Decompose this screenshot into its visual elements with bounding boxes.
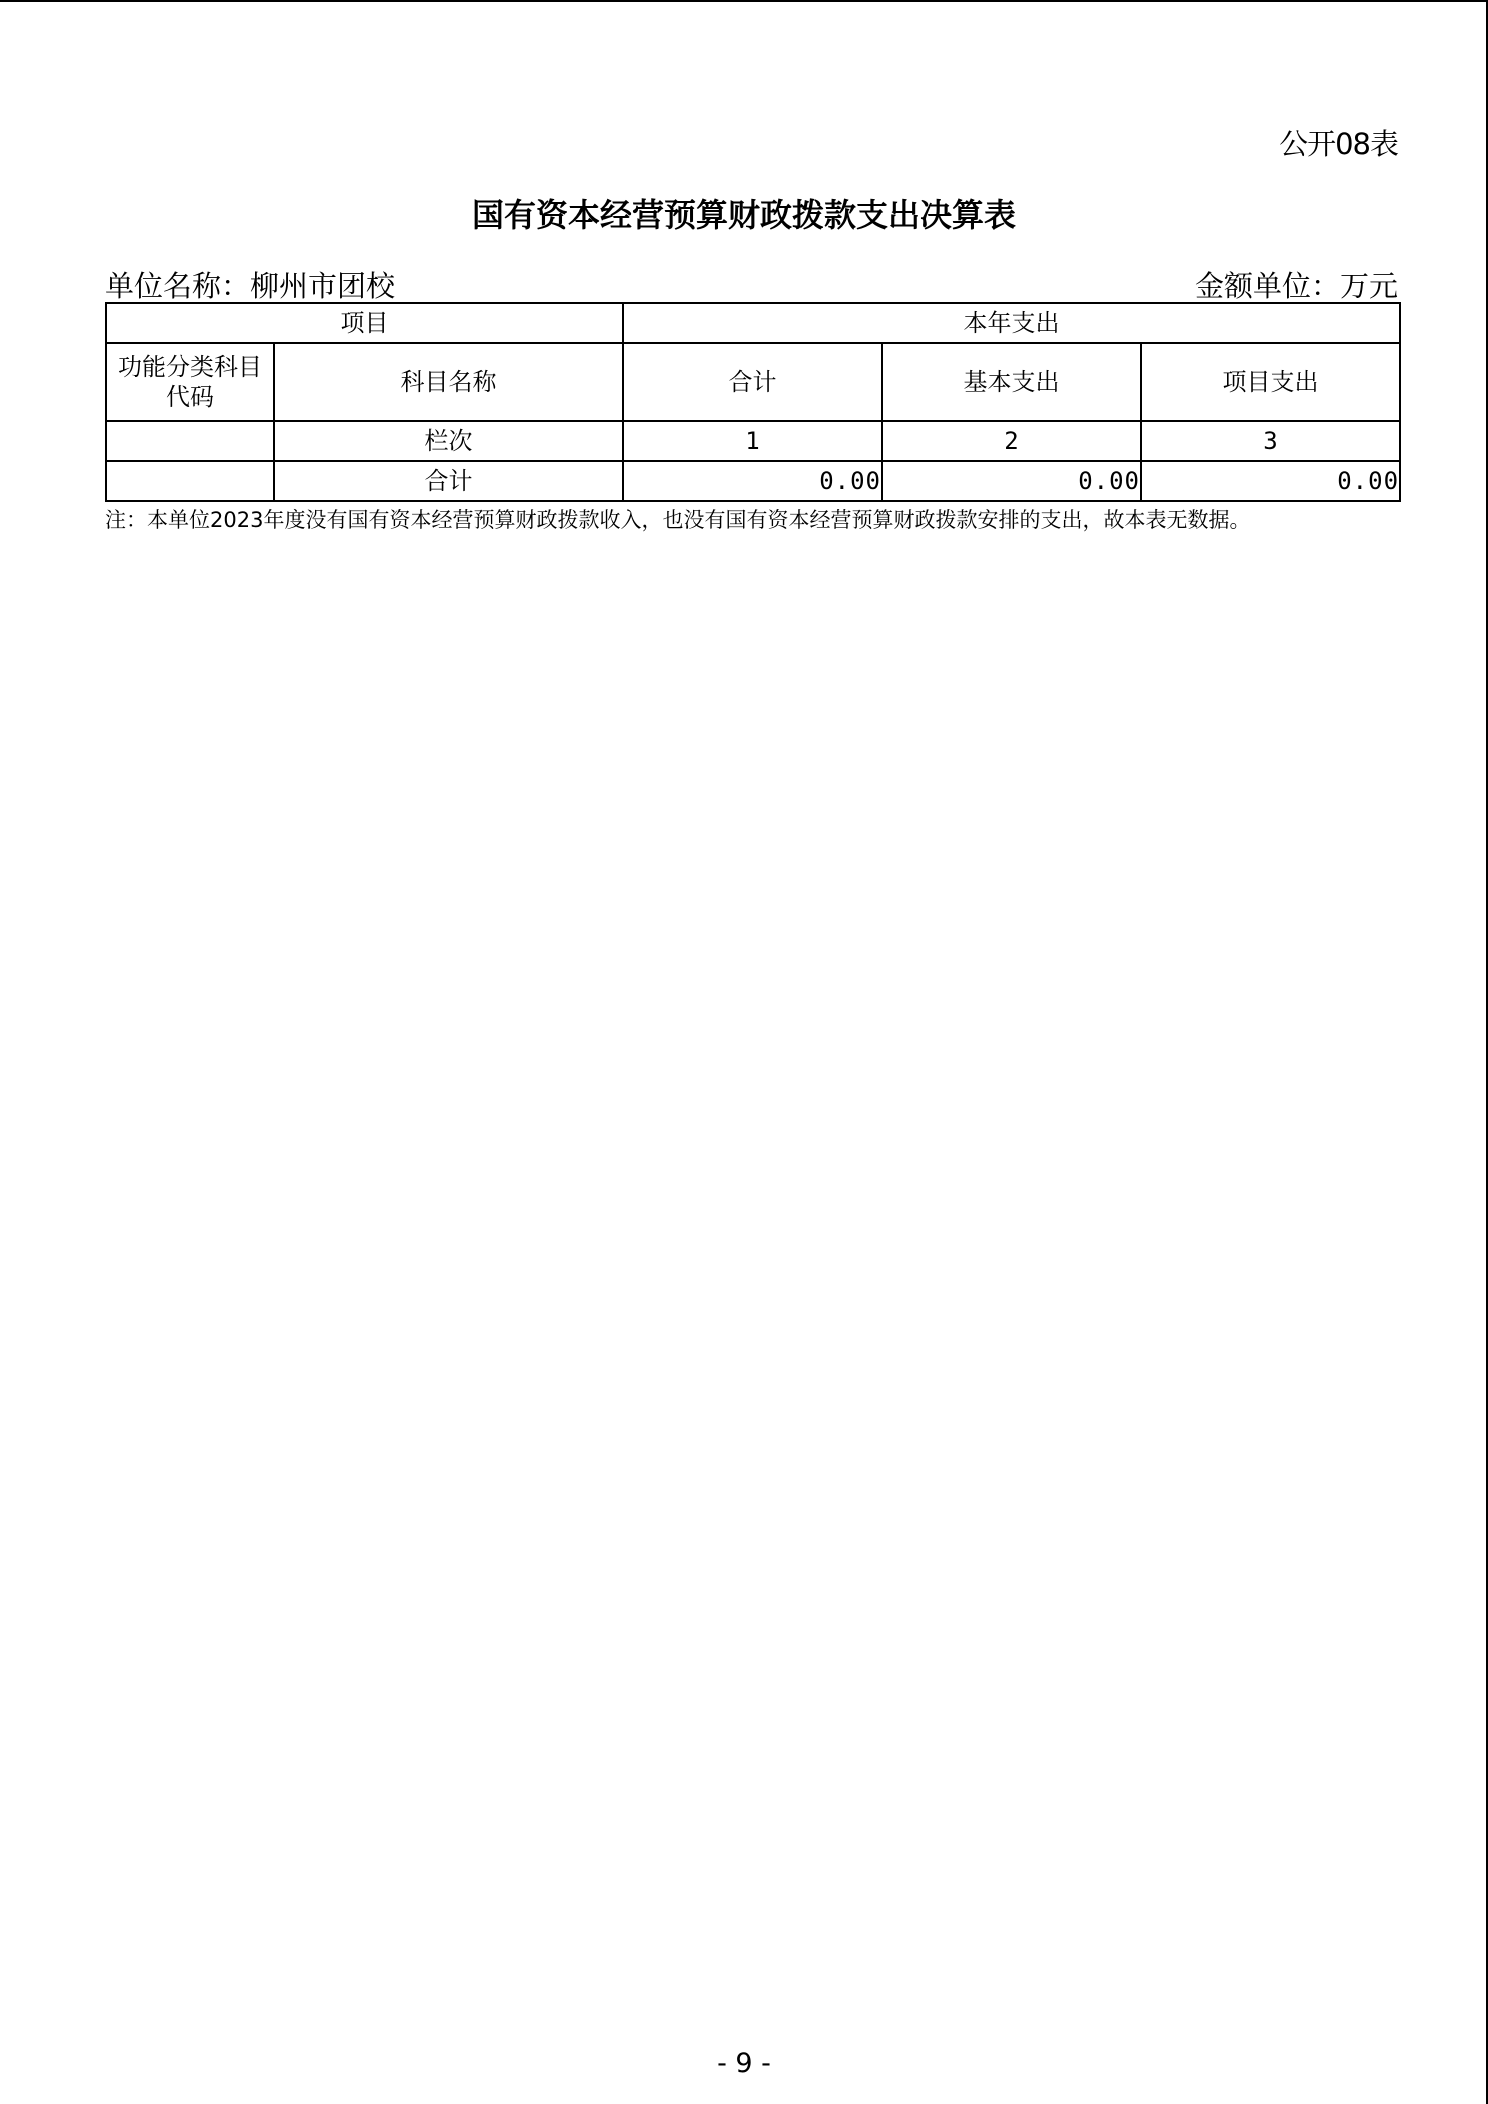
table-header-row-2: [106, 343, 1400, 421]
index-label: 栏次: [274, 421, 623, 461]
table-row-total: [106, 461, 1400, 501]
col-project-expense: 项目支出: [1141, 343, 1400, 421]
unit-name: 单位名称：柳州市团校: [105, 269, 396, 303]
table-row-index: [106, 421, 1400, 461]
page-number: - 9 -: [717, 2048, 771, 2079]
project-value: 0.00: [1141, 461, 1400, 501]
total-value: 0.00: [623, 461, 882, 501]
col-function-code: 功能分类科目代码: [106, 343, 274, 421]
table-header-row-1: [106, 303, 1400, 343]
col-total: 合计: [623, 343, 882, 421]
top-border-line: [0, 0, 1488, 2]
index-2: 2: [882, 421, 1141, 461]
index-1: 1: [623, 421, 882, 461]
col-basic-expense: 基本支出: [882, 343, 1141, 421]
total-label: 合计: [274, 461, 623, 501]
table-code: 公开08表: [1279, 127, 1398, 161]
amount-unit: 金额单位：万元: [1194, 269, 1398, 303]
page-title: 国有资本经营预算财政拨款支出决算表: [471, 196, 1016, 234]
index-3: 3: [1141, 421, 1400, 461]
table-note: 注：本单位2023年度没有国有资本经营预算财政拨款收入，也没有国有资本经营预算财政拨款安排的支出，故本表无数据。: [105, 508, 1251, 532]
basic-value: 0.00: [882, 461, 1141, 501]
total-code-cell: [106, 461, 274, 501]
index-code-cell: [106, 421, 274, 461]
header-project: 项目: [106, 303, 623, 343]
col-subject-name: 科目名称: [274, 343, 623, 421]
header-year-expense: 本年支出: [623, 303, 1400, 343]
report-table: [105, 302, 1401, 502]
